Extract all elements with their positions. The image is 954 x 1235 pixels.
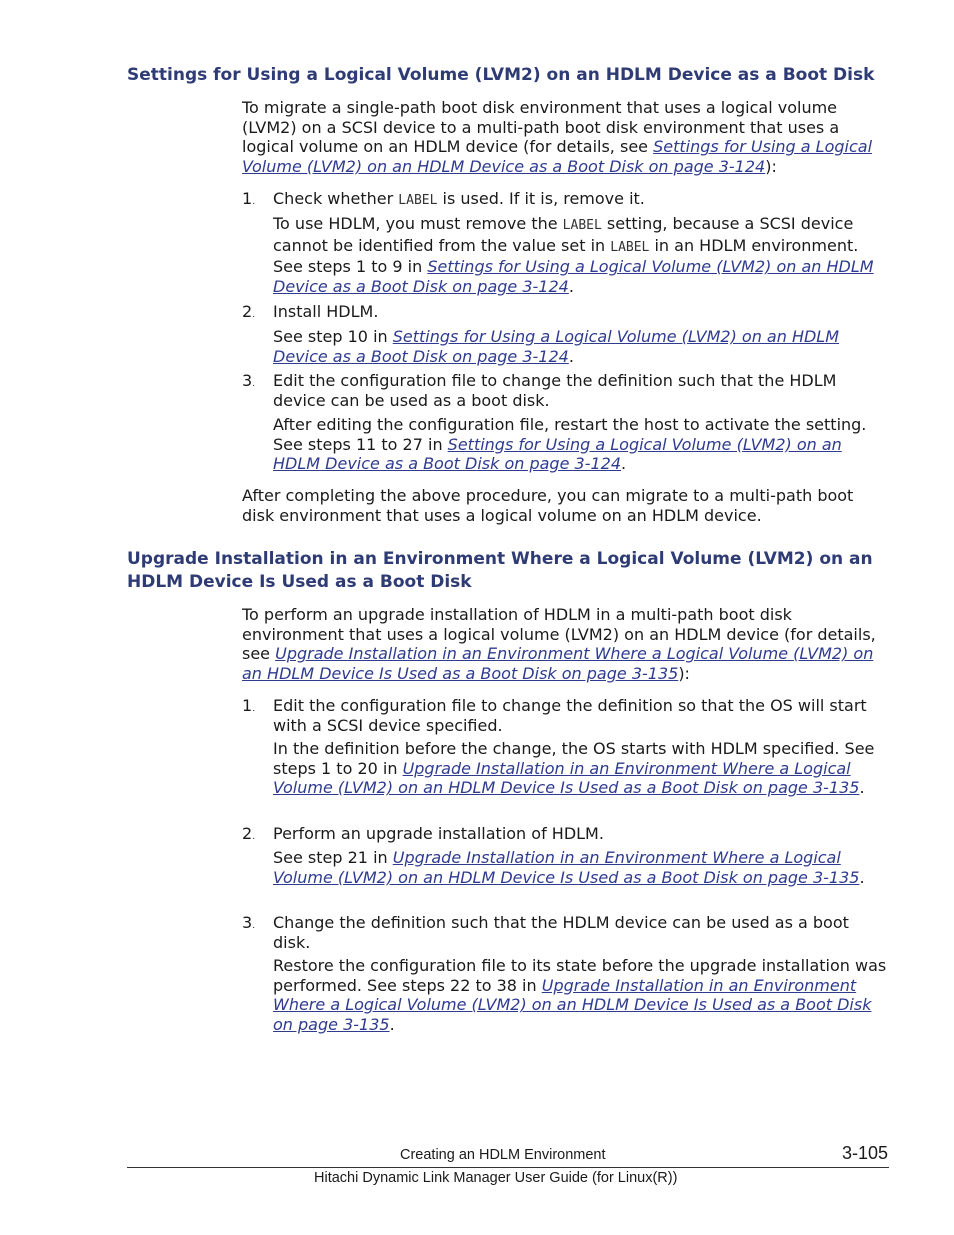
label-keyword: LABEL [562,218,602,233]
step-detail: Restore the configuration file to its state before the upgrade installation was performed. See steps 22 to 38 in Upgrade Installation in an Environment Where a Logical Volume (LVM2) on an HDLM Device Is Used as a Boot Disk on page 3-135. [273,956,887,1034]
section2-intro-text: To perform an upgrade installation of HDLM in a multi-path boot disk environment that uses a logical volume (LVM2) on an HDLM device (for details, see [242,605,876,664]
section1-intro-end: ): [765,156,777,176]
step-detail: In the definition before the change, the OS starts with HDLM specified. See steps 1 to 20 in Upgrade Installation in an Environment Where a Logical Volume (LVM2) on an HDLM Device Is Used as a Boot Disk on page 3-135. [273,739,875,798]
footer-chapter-title: Creating an HDLM Environment [400,1147,606,1163]
footer-divider [127,1167,889,1168]
step-number: 2. [242,302,256,321]
step-instruction: Install HDLM. [273,302,379,321]
step-cross-reference-link[interactable]: Settings for Using a Logical Volume (LVM2) on an HDLM Device as a Boot Disk on page 3-124 [273,327,840,366]
section-title-lvm2-boot-disk: Settings for Using a Logical Volume (LVM2) on an HDLM Device as a Boot Disk [127,65,875,85]
step-cross-reference-link[interactable]: Upgrade Installation in an Environment Where a Logical Volume (LVM2) on an HDLM Device Is Used as a Boot Disk on page 3-135 [273,975,872,1034]
step-number: 1. [242,696,256,715]
step-detail: To use HDLM, you must remove the LABEL setting, because a SCSI device cannot be identified from the value set in LABEL in an HDLM environment. See steps 1 to 9 in Settings for Using a Logical Volume (LVM2) on an HDLM Device as a Boot Disk on page 3-124. [273,214,874,296]
step-detail: After editing the configuration file, restart the host to activate the setting. See steps 11 to 27 in Settings for Using a Logical Volume (LVM2) on an HDLM Device as a Boot Disk on page 3-124. [273,415,867,474]
step-cross-reference-link[interactable]: Upgrade Installation in an Environment Where a Logical Volume (LVM2) on an HDLM Device Is Used as a Boot Disk on page 3-135 [273,848,860,887]
step-cross-reference-link[interactable]: Settings for Using a Logical Volume (LVM2) on an HDLM Device as a Boot Disk on page 3-124 [273,257,874,296]
section1-intro-text: To migrate a single-path boot disk environment that uses a logical volume (LVM2) on a SCSI device to a multi-path boot disk environment that uses a logical volume on an HDLM device (for details, see [242,98,840,157]
label-keyword: LABEL [398,193,438,208]
footer-book-title: Hitachi Dynamic Link Manager User Guide (for Linux(R)) [314,1170,678,1186]
step-number: 3. [242,371,256,390]
step-cross-reference-link[interactable]: Settings for Using a Logical Volume (LVM2) on an HDLM Device as a Boot Disk on page 3-124 [273,434,842,474]
step-detail: See step 10 in Settings for Using a Logical Volume (LVM2) on an HDLM Device as a Boot Disk on page 3-124. [273,327,840,366]
step-instruction: Change the definition such that the HDLM device can be used as a boot disk. [273,913,849,952]
label-keyword: LABEL [610,239,650,255]
step-cross-reference-link[interactable]: Upgrade Installation in an Environment Where a Logical Volume (LVM2) on an HDLM Device Is Used as a Boot Disk on page 3-135 [273,758,860,798]
step-instruction: Perform an upgrade installation of HDLM. [273,824,604,843]
page-number: 3-105 [841,1143,888,1163]
step-number: 2. [242,824,256,843]
step-instruction: Check whether LABEL is used. If it is, remove it. [273,189,645,208]
section2-intro-end: ): [678,663,690,683]
section2-intro-link[interactable]: Upgrade Installation in an Environment Where a Logical Volume (LVM2) on an HDLM Device Is Used as a Boot Disk on page 3-135 [242,644,874,683]
section-title-upgrade-installation: Upgrade Installation in an Environment Where a Logical Volume (LVM2) on an HDLM Device Is Used as a Boot Disk [127,549,873,592]
section1-intro-link[interactable]: Settings for Using a Logical Volume (LVM2) on an HDLM Device as a Boot Disk on page 3-124 [242,137,873,176]
section1-closing: After completing the above procedure, you can migrate to a multi-path boot disk environment that uses a logical volume on an HDLM device. [242,486,854,525]
step-instruction: Edit the configuration file to change the definition such that the HDLM device can be used as a boot disk. [273,371,837,410]
section1-intro [242,98,890,176]
step-number: 3. [242,913,256,932]
step-instruction: Edit the configuration file to change the definition so that the OS will start with a SCSI device specified. [273,696,867,735]
step-number: 1. [242,189,256,208]
section2-intro [242,605,890,683]
step-detail: See step 21 in Upgrade Installation in an Environment Where a Logical Volume (LVM2) on an HDLM Device Is Used as a Boot Disk on page 3-135. [273,848,865,887]
